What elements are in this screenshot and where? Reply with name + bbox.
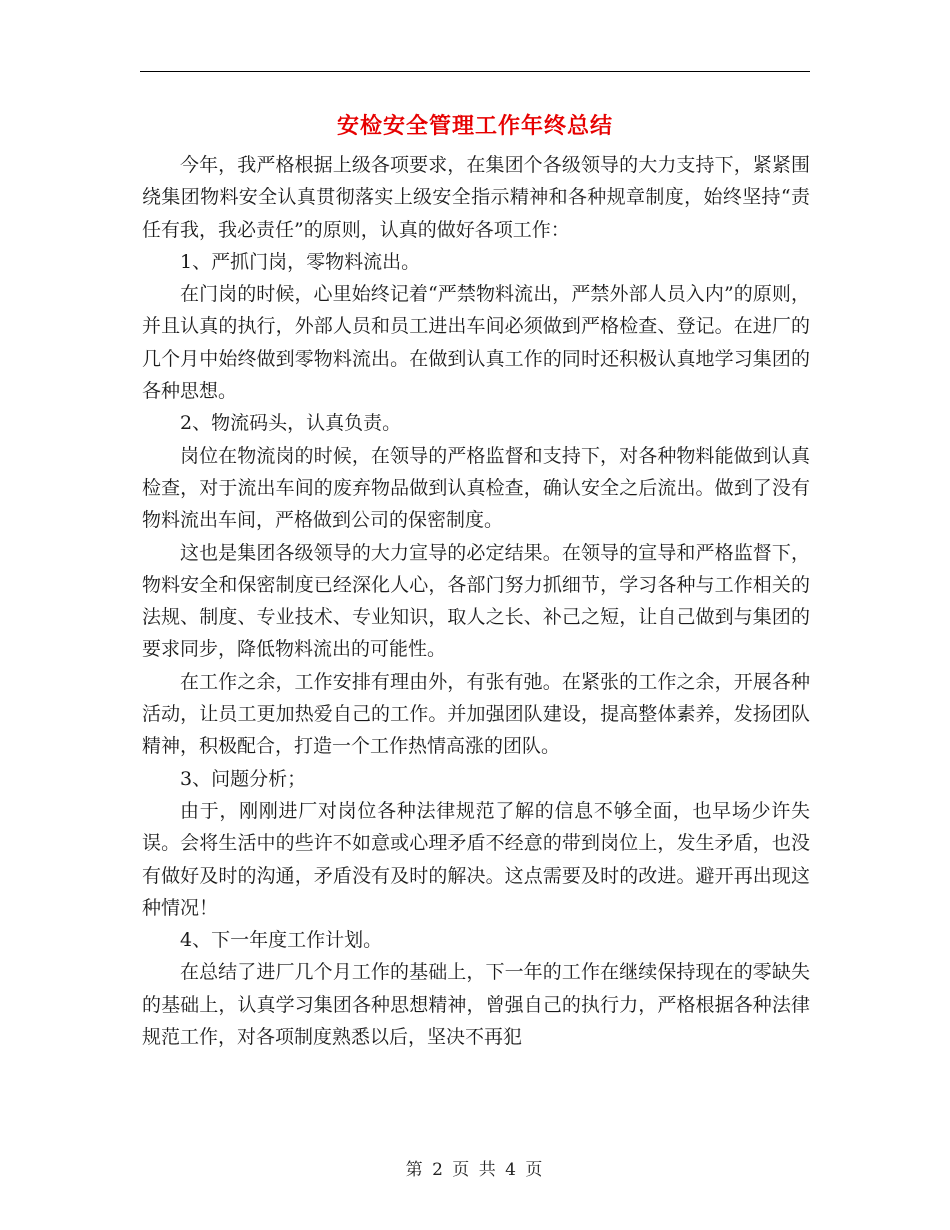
section-heading-3: 3、问题分析； bbox=[180, 767, 307, 790]
paragraph-gate-duty: 在门岗的时候，心里始终记着“严禁物料流出，严禁外部人员入内”的原则，并且认真的执行，外部人员和员工进出车间必须做到严格检查、登记。在进厂的几个月中始终做到零物料流出。在做到认真工作的同时还积极认真地学习集团的各种思想。 bbox=[142, 283, 810, 403]
header-rule bbox=[140, 71, 810, 72]
paragraph-team-building: 在工作之余，工作安排有理由外，有张有弛。在紧张的工作之余，开展各种活动，让员工更加热爱自己的工作。并加强团队建设，提高整体素养，发扬团队精神，积极配合，打造一个工作热情高涨的团队。 bbox=[142, 670, 810, 758]
section-heading-4: 4、下一年度工作计划。 bbox=[180, 929, 383, 952]
paragraph-leadership: 这也是集团各级领导的大力宣导的必定结果。在领导的宣导和严格监督下，物料安全和保密制度已经深化人心，各部门努力抓细节，学习各种与工作相关的法规、制度、专业技术、专业知识，取人之长、补己之短，让自己做到与集团的要求同步，降低物料流出的可能性。 bbox=[142, 541, 810, 661]
section-heading-2: 2、物流码头，认真负责。 bbox=[180, 412, 402, 435]
section-heading-1: 1、严抓门岗，零物料流出。 bbox=[180, 250, 421, 273]
document-body bbox=[142, 149, 810, 1053]
paragraph-plan: 在总结了进厂几个月工作的基础上，下一年的工作在继续保持现在的零缺失的基础上，认真学习集团各种思想精神，曾强自己的执行力，严格根据各种法律规范工作，对各项制度熟悉以后，坚决不再犯 bbox=[142, 961, 810, 1049]
paragraph-logistics: 岗位在物流岗的时候，在领导的严格监督和支持下，对各种物料能做到认真检查，对于流出车间的废弃物品做到认真检查，确认安全之后流出。做到了没有物料流出车间，严格做到公司的保密制度。 bbox=[142, 444, 810, 532]
paragraph-problems: 由于，刚刚进厂对岗位各种法律规范了解的信息不够全面，也早场少许失误。会将生活中的些许不如意或心理矛盾不经意的带到岗位上，发生矛盾，也没有做好及时的沟通，矛盾没有及时的解决。这点需要及时的改进。避开再出现这种情况！ bbox=[142, 799, 810, 919]
document-title: 安检安全管理工作年终总结 bbox=[336, 113, 613, 139]
page-footer: 第 2 页 共 4 页 bbox=[405, 1160, 545, 1180]
paragraph-intro: 今年，我严格根据上级各项要求，在集团个各级领导的大力支持下，紧紧围绕集团物料安全认真贯彻落实上级安全指示精神和各种规章制度，始终坚持“责任有我，我必责任”的原则，认真的做好各项工作： bbox=[142, 154, 810, 241]
